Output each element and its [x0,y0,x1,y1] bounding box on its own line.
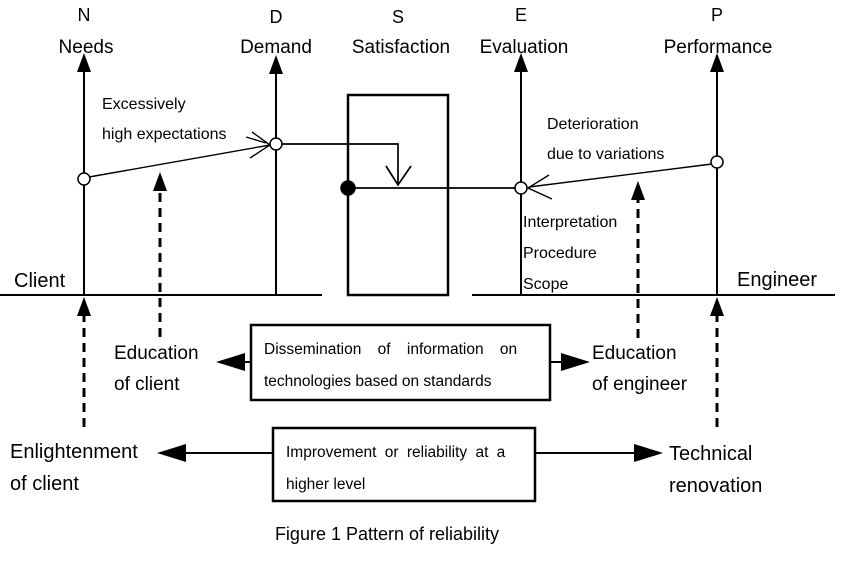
enlightenment-line1: Enlightenment [10,441,138,463]
axis-letter-demand: D [269,7,283,27]
deterioration-line2: due to variations [547,146,665,163]
technical-renovation-arrowhead [710,297,724,316]
deterioration-line1: Deterioration [547,116,639,133]
improvement-line1: Improvement or reliability at a [286,444,506,461]
evaluation-notes-label [523,207,617,300]
technical-renovation-label [669,438,762,502]
excessive-expectations-label [102,90,227,150]
evaluation-note-interpretation: Interpretation [523,214,618,231]
evaluation-point [515,182,527,194]
education-of-engineer-label [592,338,687,400]
engineer-label: Engineer [737,269,818,291]
axis-label-needs: Needs [58,37,114,58]
dissemination-left-arrowhead [216,353,245,371]
evaluation-note-scope: Scope [523,276,569,293]
dissemination-line1: Dissemination of information on [264,341,518,358]
improvement-right-arrowhead [634,444,663,462]
axis-label-satisfaction: Satisfaction [351,37,451,58]
axis-letter-needs: N [77,5,91,25]
education-of-client-line1: Education [114,343,199,364]
education-of-engineer-arrowhead [631,181,645,200]
axis-label-performance: Performance [663,37,773,58]
dissemination-box-text [251,325,550,398]
education-of-client-arrowhead [153,172,167,191]
satisfaction-box [348,95,448,295]
improvement-line2: higher level [286,476,366,493]
education-of-client-line2: of client [114,374,180,395]
enlightenment-of-client-label [10,436,138,500]
improvement-left-arrowhead [157,444,186,462]
demand-point [270,138,282,150]
performance-point [711,156,723,168]
education-of-client-label [114,338,199,400]
axis-letter-performance: P [710,5,723,25]
evaluation-note-procedure: Procedure [523,245,597,262]
enlightenment-arrowhead [77,297,91,316]
technical-renovation-line1: Technical [669,443,753,465]
needs-point [78,173,90,185]
technical-renovation-line2: renovation [669,475,763,497]
axis-letter-evaluation: E [514,5,527,25]
axis-letter-satisfaction: S [391,7,404,27]
figure-caption: Figure 1 Pattern of reliability [274,524,500,544]
education-of-engineer-line1: Education [592,343,677,364]
improvement-box-text [273,428,535,501]
client-label: Client [14,270,66,292]
enlightenment-line2: of client [10,473,79,495]
dissemination-line2: technologies based on standards [264,373,492,390]
axis-label-evaluation: Evaluation [479,37,569,58]
satisfaction-point [341,181,355,195]
axis-label-demand: Demand [240,37,312,58]
dissemination-right-arrowhead [561,353,590,371]
excessive-expectations-line2: high expectations [102,126,227,143]
excessive-expectations-line1: Excessively [102,96,186,113]
education-of-engineer-line2: of engineer [592,374,688,395]
deterioration-label [547,110,664,170]
